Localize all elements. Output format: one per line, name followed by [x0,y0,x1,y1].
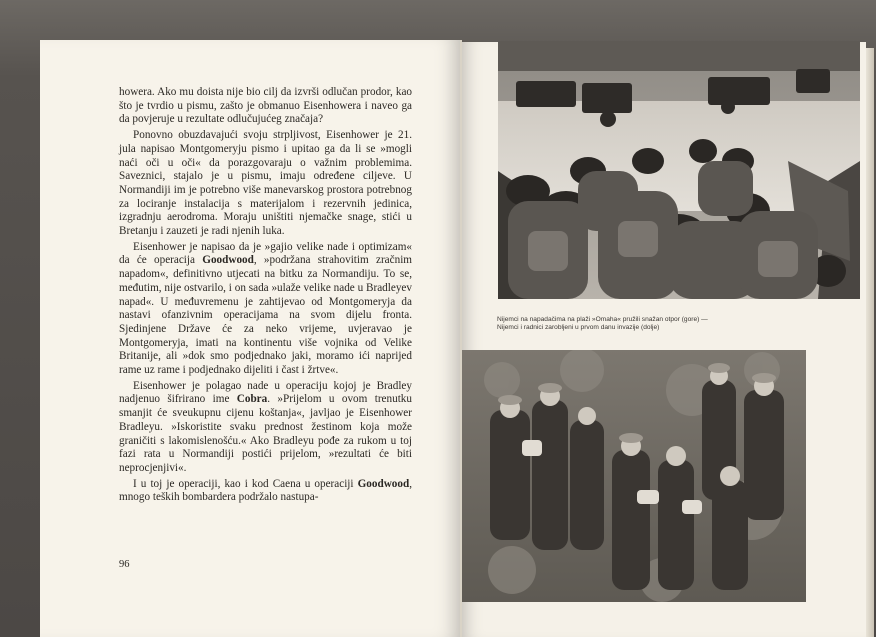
paragraph-3 [119,241,412,378]
paragraph-4-text-c: . »Prijelom u ovom trenutku smanjit će sveukupnu cijenu koštanja«, javljao je Eisenhower Bradleyu. »Iskoristite svaku prednost žestinom koja može graničiti s lakomislenošću.« Ako Bradleyu pođe za rukom u toj fazi rata u Normandiji postići prijelom, »rezultati će biti neprocjenjivi«. [119,393,412,474]
paragraph-3-text-c: , »podržana strahovitim zračnim napadom«, definitivno utjecati na bitku za Normandiju. To se, međutim, nije ostvarilo, i on sada »ulaže velike nade u Bradleyev napad«. U međuvremenu je zahtijevao od Montgomeryja da nastavi ofanzivnim operacijama na svom dijelu fronta. Sjedinjene Države će za neko vrijeme, uvjeravao je Montgomeryja, imati na kontinentu više vojnika od Velike Britanije, ali »dok smo podjednako jaki, moramo ići naprijed rame uz rame i podjednako dijeliti i čast i žrtve«. [119,254,412,377]
photo-landing-craft [498,41,860,299]
paragraph-4-text-a: Eisenhower je polagao nade u operaciju kojoj je Bradley nadjenuo šifrirano ime [119,379,412,406]
page-number: 96 [119,559,130,570]
paragraph-5 [119,478,412,505]
operation-name-goodwood: Goodwood [202,254,254,267]
paragraph-5-text-c: , mnogo teških bombardera podržalo nastupa- [119,477,412,504]
paragraph-4 [119,380,412,476]
paragraph-1: howera. Ako mu doista nije bio cilj da izvrši odlučan prodor, kao što je tvrdio u pismu, zašto je obmanuo Eisenhowera i naveo ga da povjeruje u rezultate odlučujućeg značaja? [119,86,412,126]
photo-caption: Nijemci na napadačima na plaži »Omaha« pružili snažan otpor (gore) — Nijemci i radnici zarobljeni u prvom danu invazije (dolje) [497,316,708,331]
photo-prisoners [462,350,806,602]
landing-craft-illustration [498,41,860,299]
operation-name-goodwood-2: Goodwood [357,477,410,490]
page-edge [866,48,874,637]
prisoners-illustration [462,350,806,602]
operation-name-cobra: Cobra [236,393,268,406]
paragraph-3-text-a: Eisenhower je napisao da je »gajio velike nade i optimizam« da će operacija [119,240,412,267]
paragraph-5-text-a: I u toj je operaciji, kao i kod Caena u operaciji [133,477,358,490]
paragraph-2: Ponovno obuzdavajući svoju strpljivost, Eisenhower je 21. jula napisao Montgomeryju pismo i upitao ga da li se »mogli naći oči u oči« da porazgovaraju o važnim problemima. Saveznici, stajalo je u pismu, imaju određene ciljeve. U Normandiji im je potrebno više manevarskog prostora potrebnog za lociranje instalacija s materijalom i rezervnih jedinica, izgradnju aerodroma. Moraju uništiti njemačke snage, stići u Bretanju i zauzeti je radi njenih luka. [119,129,412,238]
body-text [119,86,412,505]
